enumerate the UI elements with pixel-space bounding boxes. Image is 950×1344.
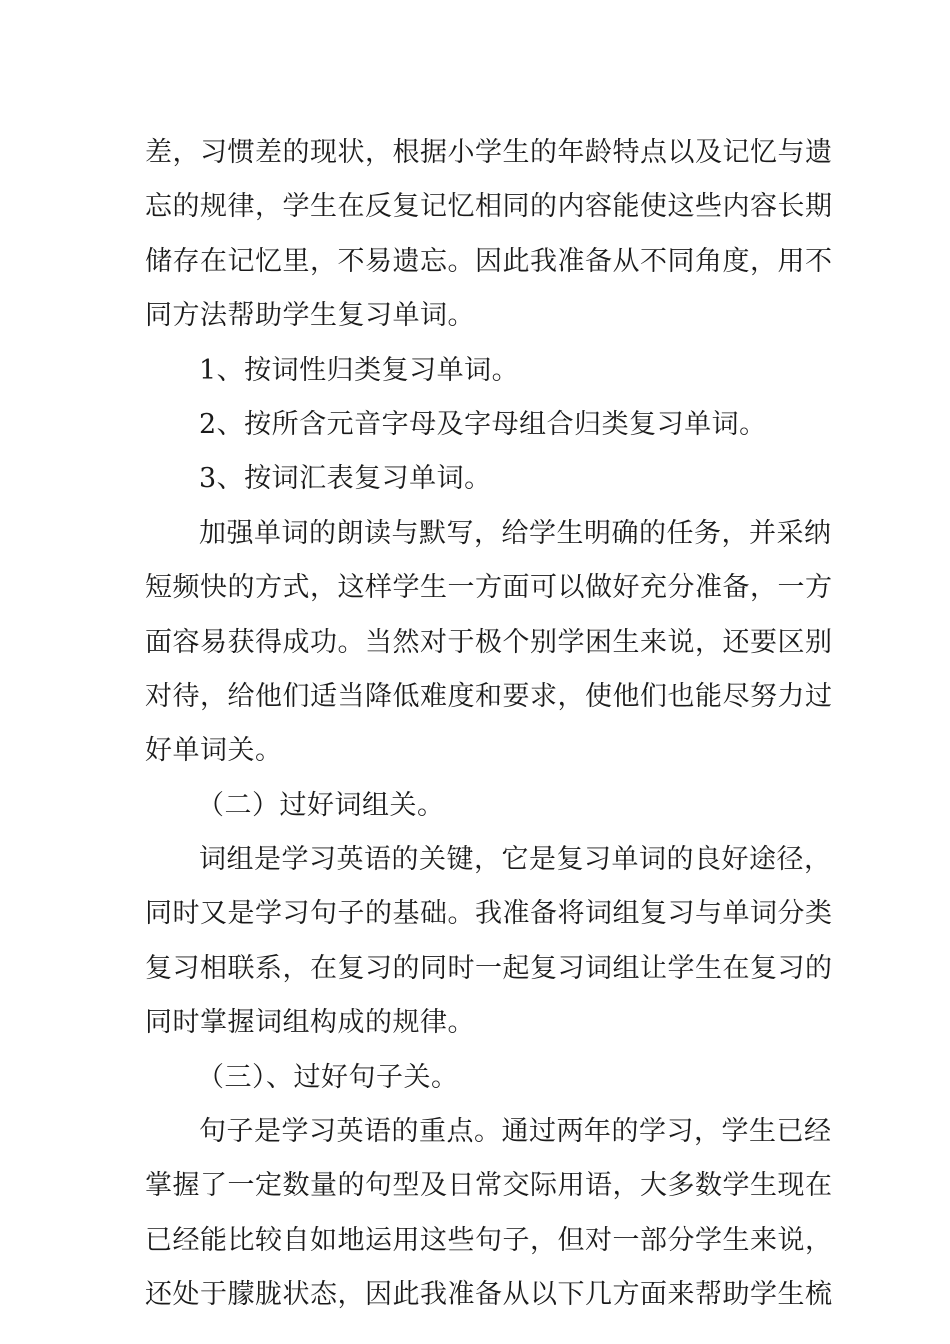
text-line: 复习相联系，在复习的同时一起复习词组让学生在复习的 bbox=[145, 952, 833, 984]
text-line: 差，习惯差的现状，根据小学生的年龄特点以及记忆与遗 bbox=[145, 137, 833, 168]
text-line: 储存在记忆里，不易遗忘。因此我准备从不同角度，用不 bbox=[145, 245, 833, 277]
text-line: 同时掌握词组构成的规律。 bbox=[145, 1007, 475, 1039]
text-line: 短频快的方式，这样学生一方面可以做好充分准备，一方 bbox=[145, 572, 833, 604]
text-line: 好单词关。 bbox=[145, 735, 283, 767]
text-line: 已经能比较自如地运用这些句子，但对一部分学生来说， bbox=[145, 1224, 833, 1256]
text-line: 对待，给他们适当降低难度和要求，使他们也能尽努力过 bbox=[145, 680, 833, 712]
paragraph-start: 词组是学习英语的关键，它是复习单词的良好途径， bbox=[199, 844, 832, 876]
paragraph-start: 加强单词的朗读与默写，给学生明确的任务，并采纳 bbox=[199, 517, 832, 549]
list-item: 3、按词汇表复习单词。 bbox=[199, 463, 492, 495]
list-item: 2、按所含元音字母及字母组合归类复习单词。 bbox=[199, 408, 767, 440]
paragraph-start: 句子是学习英语的重点。通过两年的学习，学生已经 bbox=[199, 1116, 832, 1148]
document-page bbox=[145, 126, 833, 1323]
text-line: 掌握了一定数量的句型及日常交际用语，大多数学生现在 bbox=[145, 1170, 833, 1202]
text-line: 忘的规律，学生在反复记忆相同的内容能使这些内容长期 bbox=[145, 191, 833, 223]
text-line: 同方法帮助学生复习单词。 bbox=[145, 300, 475, 332]
section-heading: （三）、过好句子关。 bbox=[197, 1061, 459, 1093]
text-line: 还处于朦胧状态，因此我准备从以下几方面来帮助学生梳 bbox=[145, 1279, 833, 1311]
list-item: 1、按词性归类复习单词。 bbox=[199, 354, 520, 386]
text-line: 面容易获得成功。当然对于极个别学困生来说，还要区别 bbox=[145, 626, 833, 658]
text-line: 同时又是学习句子的基础。我准备将词组复习与单词分类 bbox=[145, 898, 833, 930]
section-heading: （二）过好词组关。 bbox=[197, 789, 445, 821]
